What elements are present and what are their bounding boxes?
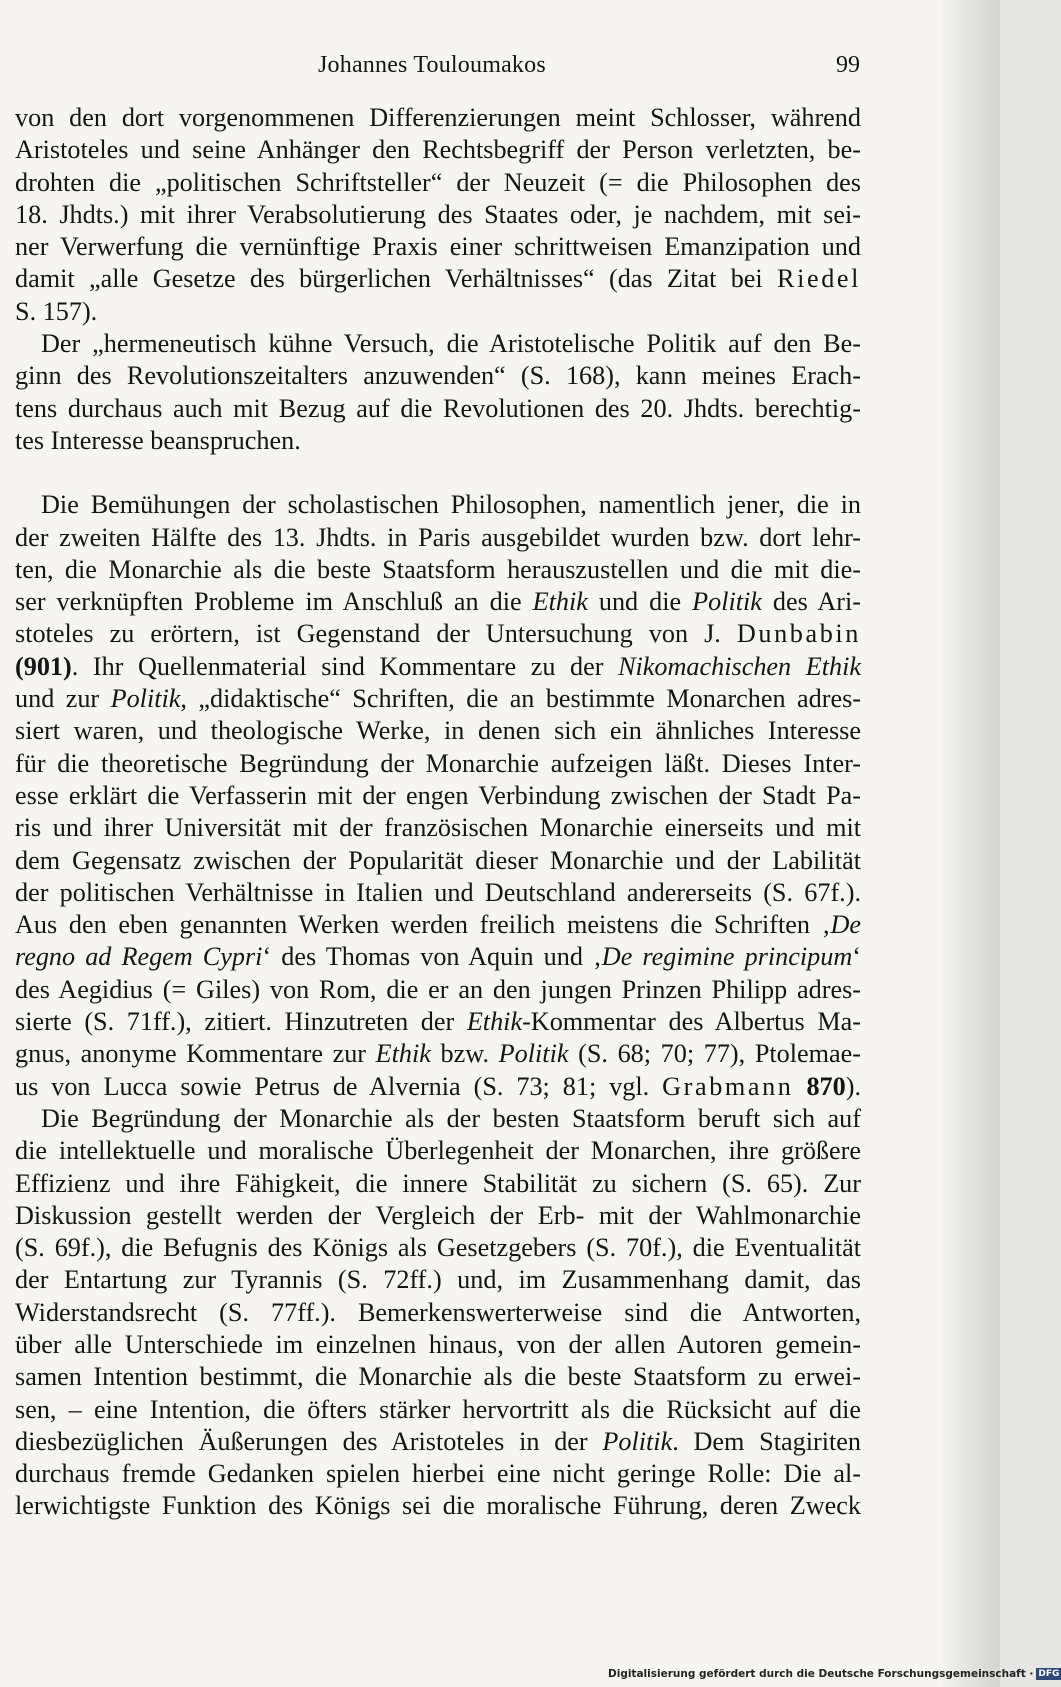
text-segment: Aus den eben genannten Werken werden freilich meistens die Schriften ‚ <box>15 910 831 940</box>
author-name: Johannes Touloumakos <box>318 52 546 78</box>
text-segment: ser verknüpften Probleme im Anschluß an die <box>15 587 533 617</box>
text-line <box>15 586 861 618</box>
text-segment: sierte (S. 71ff.), zitiert. Hinzutreten der <box>15 1007 467 1037</box>
text-line: 18. Jhdts.) mit ihrer Verabsolutierung des Staates oder, je nachdem, mit sei- <box>15 199 861 229</box>
cited-author: Riedel <box>777 264 861 294</box>
text-line: des Aegidius (= Giles) von Rom, die er an den jungen Prinzen Philipp adres- <box>15 974 861 1004</box>
text-line: (S. 69f.), die Befugnis des Königs als Gesetzgebers (S. 70f.), die Eventualität <box>15 1233 861 1263</box>
text-line: samen Intention bestimmt, die Monarchie als die beste Staatsform zu erwei- <box>15 1362 861 1392</box>
cited-author: Grabmann <box>662 1071 794 1101</box>
text-line: tes Interesse beanspruchen. <box>15 425 301 455</box>
text-line: Widerstandsrecht (S. 77ff.). Bemerkenswerterweise sind die Antworten, <box>15 1297 861 1327</box>
italic-title: Ethik <box>532 587 588 617</box>
text-line: durchaus fremde Gedanken spielen hierbei eine nicht geringe Rolle: Die al- <box>15 1459 861 1489</box>
italic-title: Politik <box>602 1426 673 1456</box>
text-segment: (S. 68; 70; 77), Ptolemae- <box>568 1039 861 1069</box>
text-segment: und die <box>587 587 693 617</box>
text-line: die intellektuelle und moralische Überlegenheit der Monarchen, ihre größere <box>15 1136 861 1166</box>
text-segment: ). <box>845 1071 862 1101</box>
text-line: ten, die Monarchie als die beste Staatsform herauszustellen und die mit die- <box>15 554 861 584</box>
text-segment: us von Lucca sowie Petrus de Alvernia (S. 73; 81; vgl. <box>15 1071 663 1101</box>
text-line: siert waren, und theologische Werke, in denen sich ein ähnliches Interesse <box>15 716 861 746</box>
text-line: Die Begründung der Monarchie als der besten Staatsform beruft sich auf <box>41 1103 861 1133</box>
text-line <box>15 1038 861 1070</box>
text-segment: und zur <box>15 684 111 714</box>
italic-title: Politik <box>692 587 762 617</box>
text-line: sen, – eine Intention, die öfters stärker hervortritt als die Rücksicht auf die <box>15 1394 861 1424</box>
text-line <box>15 1426 861 1458</box>
text-segment: . Ihr Quellenmaterial sind Kommentare zu der <box>71 651 619 681</box>
text-line: lerwichtigste Funktion des Königs sei die moralische Führung, deren Zweck <box>15 1491 861 1521</box>
text-segment: bzw. <box>430 1039 499 1069</box>
text-segment: ‘ des Thomas von Aquin und ‚ <box>262 942 602 972</box>
text-line <box>15 1006 861 1038</box>
text-line: Der „hermeneutisch kühne Versuch, die Aristotelische Politik auf den Be- <box>41 329 861 359</box>
dfg-logo: DFG <box>1038 1669 1060 1679</box>
text-line: Diskussion gestellt werden der Vergleich der Erb- mit der Wahlmonarchie <box>15 1200 861 1230</box>
text-line <box>15 651 861 683</box>
text-line: tens durchaus auch mit Bezug auf die Revolutionen des 20. Jhdts. berechtig- <box>15 393 861 423</box>
running-head <box>18 46 860 86</box>
italic-title: Nikomachischen Ethik <box>618 651 861 681</box>
text-line: ner Verwerfung die vernünftige Praxis einer schrittweisen Emanzipation und <box>15 232 861 262</box>
text-line: dem Gegensatz zwischen der Popularität dieser Monarchie und der Labilität <box>15 845 861 875</box>
text-line: der Entartung zur Tyrannis (S. 72ff.) und, im Zusammenhang damit, das <box>15 1265 861 1295</box>
text-segment: damit „alle Gesetze des bürgerlichen Verhältnisses“ (das Zitat bei <box>15 264 778 294</box>
text-segment: -Kommentar des Albertus Ma- <box>522 1007 861 1037</box>
text-line: über alle Unterschiede im einzelnen hinaus, von der allen Autoren gemein- <box>15 1329 861 1359</box>
text-line <box>15 263 861 295</box>
text-line <box>15 618 861 650</box>
text-line: S. 157). <box>15 296 98 326</box>
digitization-credit <box>608 1668 1061 1680</box>
paragraph-1 <box>15 102 861 328</box>
text-line: von den dort vorgenommenen Differenzierungen meint Schlosser, während <box>15 103 861 132</box>
text-line: Effizienz und ihre Fähigkeit, die innere Stabilität zu sichern (S. 65). Zur <box>15 1168 861 1198</box>
text-segment: diesbezüglichen Äußerungen des Aristoteles in der <box>15 1426 603 1456</box>
italic-title: Politik <box>110 684 181 714</box>
text-line <box>15 683 861 715</box>
body-text <box>15 102 861 1523</box>
text-segment: , „didaktische“ Schriften, die an bestimmte Monarchen adres- <box>180 684 861 714</box>
italic-title: regno ad Regem Cypri <box>15 942 263 972</box>
italic-title: Ethik <box>466 1007 523 1037</box>
paragraph-2 <box>15 328 861 457</box>
text-line <box>15 941 861 973</box>
page-number: 99 <box>836 52 860 78</box>
text-line: ris und ihrer Universität mit der französischen Monarchie einerseits und mit <box>15 813 861 843</box>
paragraph-3 <box>15 489 861 1103</box>
paragraph-gap <box>15 457 861 489</box>
page-edge-shadow <box>942 0 1000 1687</box>
text-segment: des Ari- <box>761 587 861 617</box>
italic-title: Ethik <box>375 1039 431 1069</box>
text-line: ginn des Revolutionszeitalters anzuwenden“ (S. 168), kann meines Erach- <box>15 361 861 391</box>
text-line: Die Bemühungen der scholastischen Philosophen, namentlich jener, die in <box>41 490 861 520</box>
italic-title: De <box>830 910 861 940</box>
paragraph-4 <box>15 1103 861 1523</box>
italic-title: De regimine principum <box>601 942 853 972</box>
italic-title: Politik <box>498 1039 569 1069</box>
text-segment: stoteles zu erörtern, ist Gegenstand der Untersuchung von J. <box>15 619 737 649</box>
text-line <box>15 909 861 941</box>
text-line: der zweiten Hälfte des 13. Jhdts. in Paris ausgebildet wurden bzw. dort lehr- <box>15 522 861 552</box>
text-segment: ‘ <box>852 942 861 972</box>
credit-text: Digitalisierung gefördert durch die Deutsche Forschungsgemeinschaft · <box>608 1668 1034 1680</box>
text-line: Aristoteles und seine Anhänger den Rechtsbegriff der Person verletzten, be- <box>15 135 861 165</box>
text-line: esse erklärt die Verfasserin mit der engen Verbindung zwischen der Stadt Pa- <box>15 780 861 810</box>
text-line <box>15 1071 861 1103</box>
text-line: der politischen Verhältnisse in Italien und Deutschland andererseits (S. 67f.). <box>15 877 861 907</box>
reference-number: 870 <box>806 1071 846 1101</box>
text-segment: . Dem Stagiriten <box>672 1426 861 1456</box>
text-line: drohten die „politischen Schriftsteller“ der Neuzeit (= die Philosophen des <box>15 167 861 197</box>
text-segment: gnus, anonyme Kommentare zur <box>15 1039 376 1069</box>
reference-number: (901) <box>15 651 72 681</box>
text-line: für die theoretische Begründung der Monarchie aufzeigen läßt. Dieses Inter- <box>15 748 861 778</box>
cited-author: Dunbabin <box>736 619 861 649</box>
